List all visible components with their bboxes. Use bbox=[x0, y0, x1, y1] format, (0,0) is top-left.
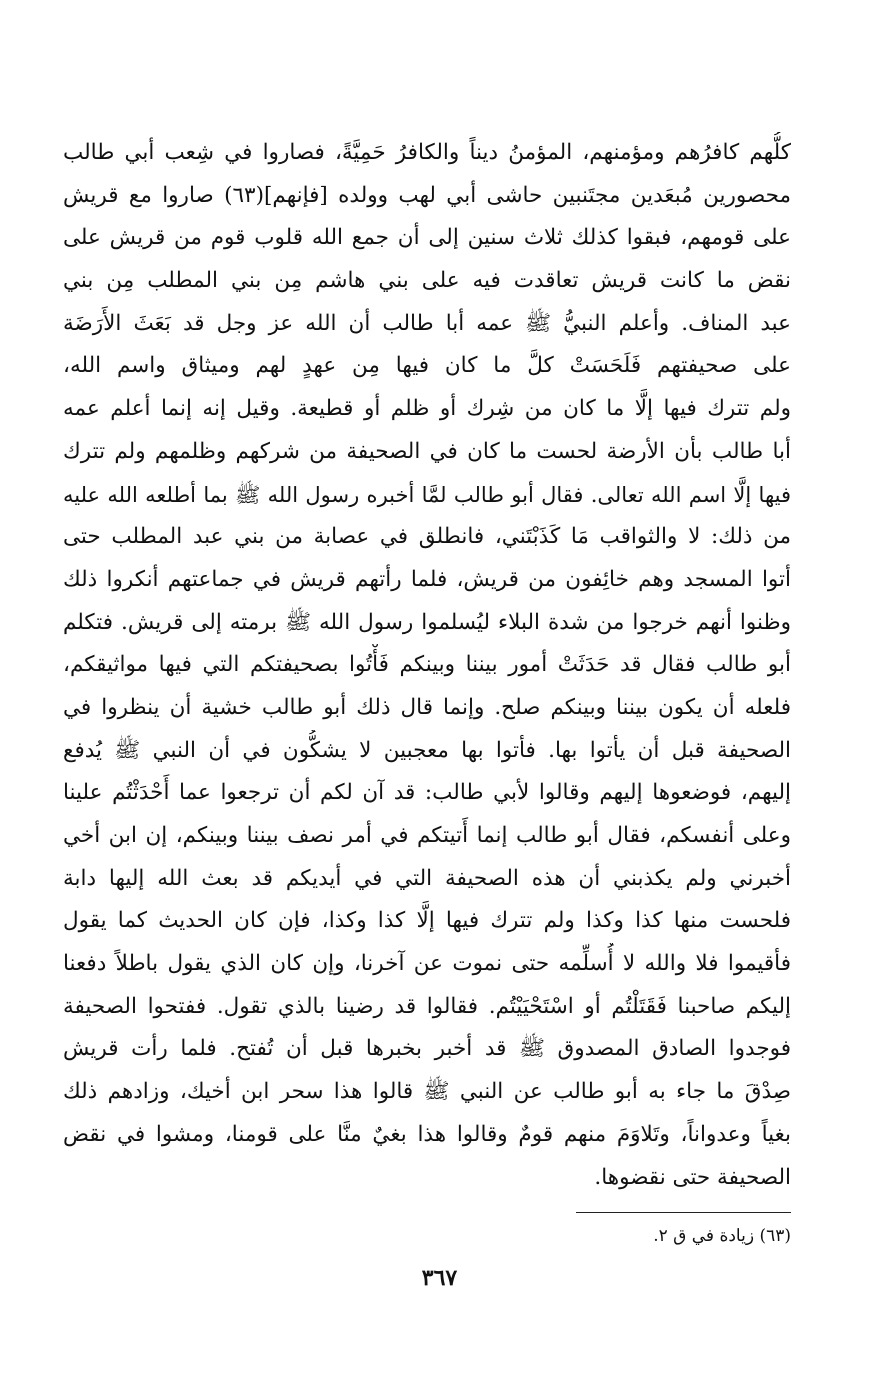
text-line: فلحست منها كذا وكذا ولم تترك فيها إلَّا كذا وكذا، فإن كان الحديث كما يقول bbox=[63, 908, 791, 934]
text-line: أخبرني ولم يكذبني أن هذه الصحيفة التي في أيديكم قد بعث الله إليها دابة bbox=[63, 865, 791, 891]
text-line: الصحيفة حتى نقضوها. bbox=[594, 1164, 791, 1190]
text-line: فأقيموا فلا والله لا أُسلِّمه حتى نموت عن آخرنا، وإن كان الذي يقول باطلاً دفعنا bbox=[63, 951, 791, 977]
text-line: الصحيفة قبل أن يأتوا بها. فأتوا بها معجبين لا يشكُّون في أن النبي ﷺ يُدفع bbox=[63, 737, 791, 763]
text-line: بغياً وعدواناً، وتَلاوَمَ منهم قومٌ وقالوا هذا بغيٌ منَّا على قومنا، ومشوا في نقض bbox=[63, 1121, 791, 1147]
text-line: وظنوا أنهم خرجوا من شدة البلاء ليُسلموا رسول الله ﷺ برمته إلى قريش. فتكلم bbox=[63, 609, 791, 635]
text-line: أبو طالب فقال قد حَدَثَتْ أمور بيننا وبينكم فَأْتُوا بصحيفتكم التي فيها مواثيقكم، bbox=[63, 652, 791, 678]
footnote-separator bbox=[576, 1212, 791, 1213]
text-line: على صحيفتهم فَلَحَسَتْ كلَّ ما كان فيها مِن عهدٍ لهم وميثاق واسم الله، bbox=[63, 353, 791, 379]
text-line: فيها إلَّا اسم الله تعالى. فقال أبو طالب لمَّا أخبره رسول الله ﷺ بما أطلعه الله عليه bbox=[63, 482, 791, 507]
text-line: وعلى أنفسكم، فقال أبو طالب إنما أَتيتكم في أمر نصف بيننا وبينكم، إن ابن أخي bbox=[63, 823, 791, 848]
text-line: على قومهم، فبقوا كذلك ثلاث سنين إلى أن جمع الله قلوب قوم من قريش على bbox=[63, 225, 791, 251]
text-line: كلُّهم كافرُهم ومؤمنهم، المؤمنُ ديناً والكافرُ حَمِيَّةً، فصاروا في شِعب أبي طالب bbox=[63, 140, 791, 165]
text-line: أبا طالب بأن الأرضة لحست ما كان في الصحيفة من شركهم وظلمهم ولم تترك bbox=[63, 438, 791, 464]
text-line: فلعله أن يكون بيننا وبينكم صلح. وإنما قال ذلك أبو طالب خشية أن ينظروا في bbox=[63, 694, 791, 720]
text-line: صِدْقَ ما جاء به أبو طالب عن النبي ﷺ قالوا هذا سحر ابن أخيك، وزادهم ذلك bbox=[63, 1079, 791, 1105]
text-line: فوجدوا الصادق المصدوق ﷺ قد أخبر بخبرها قبل أن تُفتح. فلما رأت قريش bbox=[63, 1036, 791, 1062]
text-line: ولم تترك فيها إلَّا ما كان من شِرك أو ظلم أو قطيعة. وقيل إنه إنما أعلم عمه bbox=[63, 396, 791, 422]
text-line: إليهم، فوضعوها إليهم وقالوا لأبي طالب: قد آن لكم أن ترجعوا عما أَحْدَثْتُم علينا bbox=[63, 780, 791, 806]
body-text bbox=[63, 132, 791, 1199]
text-line: نقض ما كانت قريش تعاقدت فيه على بني هاشم مِن بني المطلب مِن بني bbox=[63, 268, 791, 294]
footnote: (٦٣) زيادة في ق ٢. bbox=[653, 1226, 791, 1246]
text-line: إليكم صاحبنا فَقَتَلْتُم أو اسْتَحْيَيْتُم. فقالوا قد رضينا بالذي تقول. ففتحوا الصحيفة bbox=[63, 993, 791, 1019]
text-line: عبد المناف. وأعلم النبيُّ ﷺ عمه أبا طالب أن الله عز وجل قد بَعَثَ الأَرَضَة bbox=[63, 310, 791, 336]
text-line: محصورين مُبعَدين مجتَنبين حاشى أبي لهب وولده [فإنهم](٦٣) صاروا مع قريش bbox=[63, 182, 791, 208]
page-number: ٣٦٧ bbox=[421, 1265, 458, 1291]
text-line: من ذلك: لا والثواقب مَا كَذَبْتَني، فانطلق في عصابة من بني عبد المطلب حتى bbox=[63, 524, 791, 550]
text-line: أتوا المسجد وهم خائِفون من قريش، فلما رأتهم قريش في جماعتهم أنكروا ذلك bbox=[63, 566, 791, 592]
